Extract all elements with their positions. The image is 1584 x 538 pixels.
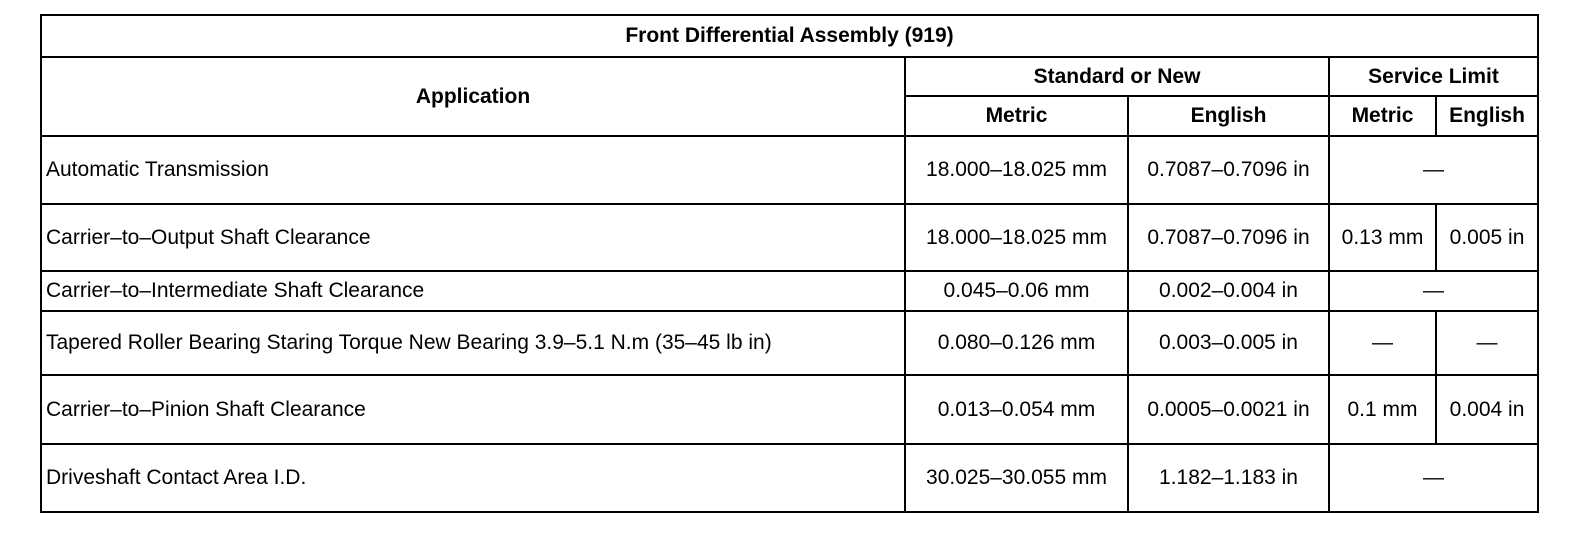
std-english-cell: 1.182–1.183 in [1128, 444, 1329, 512]
std-english-cell: 0.7087–0.7096 in [1128, 136, 1329, 204]
std-english-cell: 0.003–0.005 in [1128, 311, 1329, 375]
service-limit-cell: — [1329, 271, 1538, 311]
application-cell: Tapered Roller Bearing Staring Torque New Bearing 3.9–5.1 N.m (35–45 lb in) [41, 311, 905, 375]
header-svc-metric: Metric [1329, 96, 1436, 136]
header-svc-english: English [1436, 96, 1538, 136]
std-metric-cell: 0.013–0.054 mm [905, 375, 1128, 444]
svc-metric-cell: 0.13 mm [1329, 204, 1436, 271]
header-service-limit: Service Limit [1329, 57, 1538, 96]
svc-english-cell: — [1436, 311, 1538, 375]
header-standard-or-new: Standard or New [905, 57, 1329, 96]
header-application: Application [41, 57, 905, 136]
application-cell: Driveshaft Contact Area I.D. [41, 444, 905, 512]
title-row [41, 15, 1538, 57]
application-cell: Carrier–to–Output Shaft Clearance [41, 204, 905, 271]
std-metric-cell: 30.025–30.055 mm [905, 444, 1128, 512]
std-metric-cell: 0.045–0.06 mm [905, 271, 1128, 311]
table-row [41, 375, 1538, 444]
header-std-english: English [1128, 96, 1329, 136]
service-limit-cell: — [1329, 444, 1538, 512]
header-std-metric: Metric [905, 96, 1128, 136]
std-english-cell: 0.0005–0.0021 in [1128, 375, 1329, 444]
std-metric-cell: 18.000–18.025 mm [905, 204, 1128, 271]
application-cell: Carrier–to–Intermediate Shaft Clearance [41, 271, 905, 311]
spec-table [40, 14, 1539, 513]
application-cell: Carrier–to–Pinion Shaft Clearance [41, 375, 905, 444]
service-limit-cell: — [1329, 136, 1538, 204]
std-metric-cell: 18.000–18.025 mm [905, 136, 1128, 204]
table-row [41, 271, 1538, 311]
table-title: Front Differential Assembly (919) [41, 15, 1538, 57]
std-english-cell: 0.002–0.004 in [1128, 271, 1329, 311]
table-row [41, 204, 1538, 271]
svc-metric-cell: — [1329, 311, 1436, 375]
header-row-1 [41, 57, 1538, 96]
std-metric-cell: 0.080–0.126 mm [905, 311, 1128, 375]
table-row [41, 444, 1538, 512]
svc-metric-cell: 0.1 mm [1329, 375, 1436, 444]
std-english-cell: 0.7087–0.7096 in [1128, 204, 1329, 271]
svc-english-cell: 0.005 in [1436, 204, 1538, 271]
svc-english-cell: 0.004 in [1436, 375, 1538, 444]
application-cell: Automatic Transmission [41, 136, 905, 204]
table-row [41, 311, 1538, 375]
table-row [41, 136, 1538, 204]
